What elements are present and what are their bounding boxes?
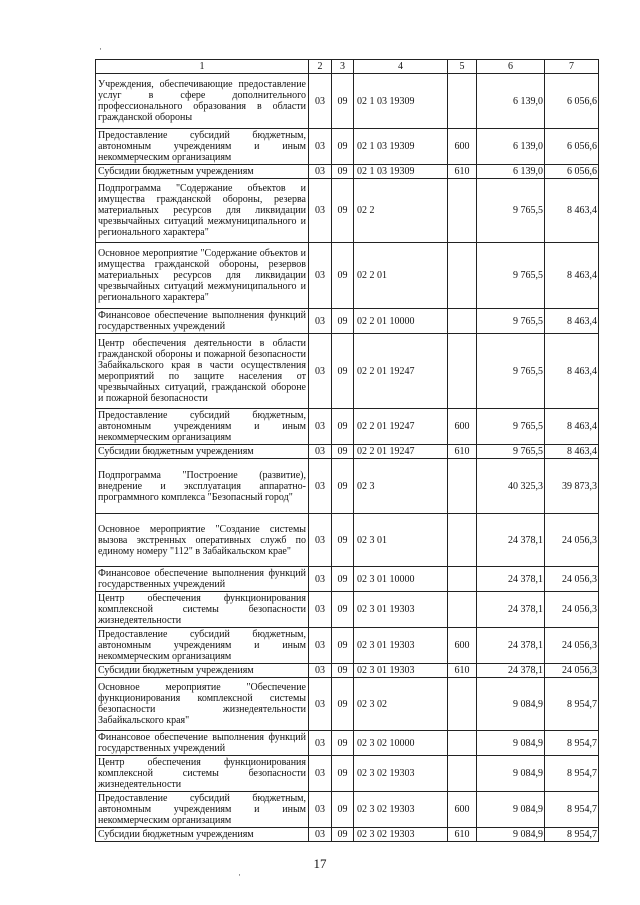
row-value-cell-7: 8 463,4 [545, 334, 599, 409]
row-name-cell: Подпрограмма "Содержание объектов и имущества гражданской обороны, резерва материальных ресурсов для ликвидации чрезвычайных ситуаций межмуниципального и регионального характера" [96, 179, 309, 243]
table-row [96, 567, 599, 592]
row-value-cell-6: 6 139,0 [477, 129, 545, 165]
scan-dot-bottom: · [238, 870, 241, 880]
row-value-cell-5 [448, 678, 477, 731]
row-value-cell-4: 02 3 02 10000 [354, 731, 448, 756]
row-value-cell-2: 03 [309, 828, 332, 842]
row-value-cell-2: 03 [309, 792, 332, 828]
table-row [96, 334, 599, 409]
row-name-cell: Субсидии бюджетным учреждениям [96, 828, 309, 842]
row-value-cell-6: 40 325,3 [477, 459, 545, 514]
row-name-cell: Субсидии бюджетным учреждениям [96, 664, 309, 678]
row-value-cell-7: 24 056,3 [545, 664, 599, 678]
row-name-cell: Основное мероприятие "Обеспечение функционирования комплексной системы безопасности жизнедеятельности Забайкальского края" [96, 678, 309, 731]
row-value-cell-5 [448, 567, 477, 592]
row-value-cell-2: 03 [309, 664, 332, 678]
row-value-cell-6: 9 084,9 [477, 756, 545, 792]
row-value-cell-5 [448, 756, 477, 792]
row-value-cell-6: 9 765,5 [477, 445, 545, 459]
row-value-cell-7: 8 463,4 [545, 409, 599, 445]
row-value-cell-2: 03 [309, 445, 332, 459]
table-row [96, 828, 599, 842]
row-value-cell-4: 02 3 01 19303 [354, 628, 448, 664]
row-value-cell-2: 03 [309, 129, 332, 165]
header-cell-6: 6 [477, 60, 545, 74]
row-value-cell-4: 02 2 01 10000 [354, 309, 448, 334]
budget-table [95, 59, 599, 842]
row-value-cell-4: 02 3 01 19303 [354, 592, 448, 628]
row-value-cell-5: 600 [448, 792, 477, 828]
row-name-cell: Финансовое обеспечение выполнения функций государственных учреждений [96, 567, 309, 592]
row-value-cell-2: 03 [309, 731, 332, 756]
row-value-cell-2: 03 [309, 592, 332, 628]
row-value-cell-4: 02 3 02 19303 [354, 756, 448, 792]
row-name-cell: Финансовое обеспечение выполнения функций государственных учреждений [96, 309, 309, 334]
row-value-cell-3: 09 [332, 828, 354, 842]
row-value-cell-3: 09 [332, 514, 354, 567]
row-name-cell: Учреждения, обеспечивающие предоставление услуг в сфере дополнительного профессионального образования в области гражданской обороны [96, 74, 309, 129]
row-value-cell-3: 09 [332, 731, 354, 756]
row-value-cell-6: 24 378,1 [477, 664, 545, 678]
row-name-cell: Предоставление субсидий бюджетным, автономным учреждениям и иным некоммерческим организациям [96, 628, 309, 664]
row-value-cell-3: 09 [332, 459, 354, 514]
row-value-cell-2: 03 [309, 459, 332, 514]
row-value-cell-4: 02 2 [354, 179, 448, 243]
row-value-cell-5 [448, 592, 477, 628]
scan-dot-top: · [99, 44, 102, 54]
row-value-cell-5 [448, 179, 477, 243]
row-name-cell: Основное мероприятие "Содержание объектов и имущества гражданской обороны, резервов материальных ресурсов для ликвидации чрезвычайных ситуаций межмуниципального и регионального характера" [96, 243, 309, 309]
row-value-cell-2: 03 [309, 409, 332, 445]
table-row [96, 74, 599, 129]
row-value-cell-3: 09 [332, 592, 354, 628]
row-value-cell-3: 09 [332, 74, 354, 129]
row-value-cell-3: 09 [332, 165, 354, 179]
row-value-cell-4: 02 3 [354, 459, 448, 514]
table-row [96, 592, 599, 628]
row-value-cell-6: 6 139,0 [477, 165, 545, 179]
row-value-cell-4: 02 3 02 [354, 678, 448, 731]
row-value-cell-5: 600 [448, 409, 477, 445]
row-value-cell-2: 03 [309, 309, 332, 334]
row-value-cell-5 [448, 731, 477, 756]
table-row [96, 678, 599, 731]
row-value-cell-7: 6 056,6 [545, 129, 599, 165]
row-name-cell: Центр обеспечения деятельности в области гражданской обороны и пожарной безопасности Забайкальского края в части осуществления мероприятий по защите населения от чрезвычайных ситуаций, гражданской обороне и пожарной безопасности [96, 334, 309, 409]
table-row [96, 756, 599, 792]
row-name-cell: Центр обеспечения функционирования комплексной системы безопасности жизнедеятельности [96, 592, 309, 628]
row-value-cell-7: 8 954,7 [545, 678, 599, 731]
page-number: 17 [313, 856, 327, 871]
row-value-cell-7: 6 056,6 [545, 165, 599, 179]
header-cell-4: 4 [354, 60, 448, 74]
row-value-cell-6: 9 765,5 [477, 179, 545, 243]
row-value-cell-7: 24 056,3 [545, 592, 599, 628]
row-name-cell: Основное мероприятие "Создание системы вызова экстренных оперативных служб по единому номеру "112" в Забайкальском крае" [96, 514, 309, 567]
table-row [96, 309, 599, 334]
row-value-cell-6: 24 378,1 [477, 628, 545, 664]
row-value-cell-3: 09 [332, 567, 354, 592]
row-value-cell-4: 02 2 01 19247 [354, 445, 448, 459]
row-value-cell-7: 24 056,3 [545, 628, 599, 664]
header-cell-2: 2 [309, 60, 332, 74]
row-value-cell-5: 600 [448, 628, 477, 664]
row-value-cell-4: 02 3 01 19303 [354, 664, 448, 678]
table-row [96, 179, 599, 243]
row-name-cell: Центр обеспечения функционирования комплексной системы безопасности жизнедеятельности [96, 756, 309, 792]
row-value-cell-6: 9 765,5 [477, 334, 545, 409]
row-value-cell-3: 09 [332, 409, 354, 445]
row-name-cell: Предоставление субсидий бюджетным, автономным учреждениям и иным некоммерческим организациям [96, 409, 309, 445]
row-value-cell-7: 8 954,7 [545, 828, 599, 842]
row-value-cell-2: 03 [309, 334, 332, 409]
row-value-cell-3: 09 [332, 628, 354, 664]
row-value-cell-5: 610 [448, 828, 477, 842]
row-value-cell-3: 09 [332, 309, 354, 334]
header-cell-5: 5 [448, 60, 477, 74]
row-value-cell-3: 09 [332, 129, 354, 165]
row-value-cell-2: 03 [309, 628, 332, 664]
row-value-cell-5 [448, 243, 477, 309]
row-value-cell-6: 24 378,1 [477, 592, 545, 628]
table-row [96, 628, 599, 664]
table-header-row [96, 60, 599, 74]
row-value-cell-5: 600 [448, 129, 477, 165]
row-name-cell: Финансовое обеспечение выполнения функций государственных учреждений [96, 731, 309, 756]
row-value-cell-6: 9 084,9 [477, 731, 545, 756]
table-row [96, 459, 599, 514]
table-row [96, 792, 599, 828]
row-value-cell-2: 03 [309, 179, 332, 243]
row-value-cell-6: 9 765,5 [477, 309, 545, 334]
row-name-cell: Субсидии бюджетным учреждениям [96, 165, 309, 179]
row-value-cell-4: 02 3 02 19303 [354, 792, 448, 828]
row-value-cell-6: 9 084,9 [477, 828, 545, 842]
row-value-cell-2: 03 [309, 567, 332, 592]
row-value-cell-5: 610 [448, 445, 477, 459]
row-value-cell-5: 610 [448, 664, 477, 678]
row-value-cell-6: 9 084,9 [477, 792, 545, 828]
row-value-cell-7: 39 873,3 [545, 459, 599, 514]
row-value-cell-3: 09 [332, 179, 354, 243]
row-value-cell-7: 8 463,4 [545, 179, 599, 243]
row-value-cell-5 [448, 514, 477, 567]
row-value-cell-3: 09 [332, 792, 354, 828]
row-value-cell-4: 02 1 03 19309 [354, 165, 448, 179]
row-value-cell-2: 03 [309, 756, 332, 792]
table-row [96, 409, 599, 445]
row-value-cell-5 [448, 334, 477, 409]
row-value-cell-3: 09 [332, 445, 354, 459]
header-cell-3: 3 [332, 60, 354, 74]
row-value-cell-7: 8 954,7 [545, 756, 599, 792]
row-value-cell-4: 02 2 01 [354, 243, 448, 309]
row-value-cell-4: 02 3 02 19303 [354, 828, 448, 842]
row-value-cell-4: 02 2 01 19247 [354, 334, 448, 409]
row-name-cell: Предоставление субсидий бюджетным, автономным учреждениям и иным некоммерческим организациям [96, 129, 309, 165]
row-value-cell-6: 9 084,9 [477, 678, 545, 731]
row-value-cell-6: 24 378,1 [477, 514, 545, 567]
budget-table-body [96, 60, 599, 842]
table-row [96, 445, 599, 459]
table-row [96, 243, 599, 309]
row-value-cell-4: 02 1 03 19309 [354, 74, 448, 129]
row-value-cell-3: 09 [332, 756, 354, 792]
row-value-cell-7: 6 056,6 [545, 74, 599, 129]
row-name-cell: Подпрограмма "Построение (развитие), внедрение и эксплуатация аппаратно-программного комплекса "Безопасный город" [96, 459, 309, 514]
row-value-cell-7: 8 463,4 [545, 243, 599, 309]
row-value-cell-3: 09 [332, 664, 354, 678]
row-value-cell-3: 09 [332, 678, 354, 731]
row-value-cell-5 [448, 459, 477, 514]
table-row [96, 514, 599, 567]
row-value-cell-2: 03 [309, 243, 332, 309]
row-value-cell-6: 24 378,1 [477, 567, 545, 592]
row-value-cell-7: 8 463,4 [545, 445, 599, 459]
row-value-cell-4: 02 3 01 10000 [354, 567, 448, 592]
row-value-cell-6: 9 765,5 [477, 409, 545, 445]
header-cell-1: 1 [96, 60, 309, 74]
row-value-cell-5 [448, 309, 477, 334]
row-value-cell-5 [448, 74, 477, 129]
row-value-cell-2: 03 [309, 74, 332, 129]
row-value-cell-3: 09 [332, 334, 354, 409]
row-name-cell: Предоставление субсидий бюджетным, автономным учреждениям и иным некоммерческим организациям [96, 792, 309, 828]
row-value-cell-7: 24 056,3 [545, 514, 599, 567]
row-value-cell-5: 610 [448, 165, 477, 179]
row-value-cell-7: 8 954,7 [545, 792, 599, 828]
table-row [96, 129, 599, 165]
table-row [96, 731, 599, 756]
row-value-cell-2: 03 [309, 514, 332, 567]
row-value-cell-7: 24 056,3 [545, 567, 599, 592]
table-row [96, 165, 599, 179]
table-row [96, 664, 599, 678]
row-name-cell: Субсидии бюджетным учреждениям [96, 445, 309, 459]
row-value-cell-6: 9 765,5 [477, 243, 545, 309]
row-value-cell-2: 03 [309, 165, 332, 179]
row-value-cell-4: 02 3 01 [354, 514, 448, 567]
row-value-cell-2: 03 [309, 678, 332, 731]
row-value-cell-3: 09 [332, 243, 354, 309]
row-value-cell-6: 6 139,0 [477, 74, 545, 129]
row-value-cell-7: 8 463,4 [545, 309, 599, 334]
row-value-cell-7: 8 954,7 [545, 731, 599, 756]
row-value-cell-4: 02 1 03 19309 [354, 129, 448, 165]
header-cell-7: 7 [545, 60, 599, 74]
row-value-cell-4: 02 2 01 19247 [354, 409, 448, 445]
